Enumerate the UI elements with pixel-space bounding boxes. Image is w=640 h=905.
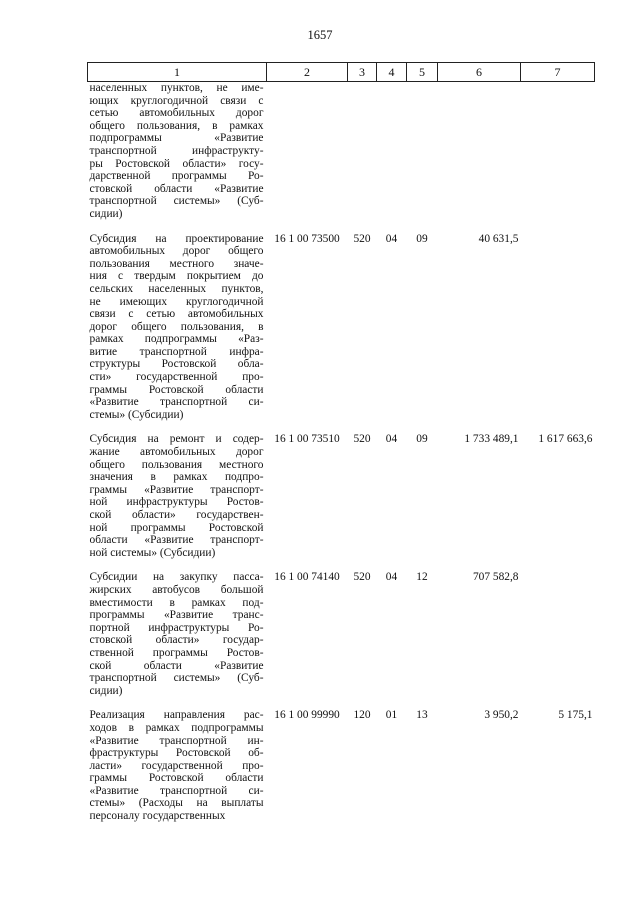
description-line: граммы «Развитие транспорт- [89, 483, 264, 496]
description-line: сти» государственной про- [89, 371, 264, 384]
description-line: рамках подпрограммы «Раз- [89, 333, 264, 346]
description-line: дорог общего пользования, в [89, 320, 264, 333]
description-line: портной инфраструктуры Ро- [89, 621, 264, 634]
description-line: области «Развитие транспорт- [89, 534, 264, 547]
row-code: 16 1 00 74140 [274, 571, 340, 584]
row-pr: 12 [416, 571, 428, 584]
row-sum-next [521, 82, 595, 221]
description-line: связи с сетью автомобильных [89, 308, 264, 321]
description-line: общего пользования местного [89, 458, 264, 471]
description-line: ной программы Ростовской [89, 521, 264, 534]
description-line: витие транспортной инфра- [89, 345, 264, 358]
header-cell-6: 6 [438, 63, 521, 82]
description-line: сельских населенных пунктов, [89, 282, 264, 295]
description-line: ной системы» (Субсидии) [89, 546, 216, 559]
description-line: вместимости в рамках под- [89, 596, 264, 609]
description-line: Субсидия на проектирование [89, 232, 264, 245]
row-rz: 04 [385, 571, 398, 584]
table-body [88, 82, 595, 823]
description-line: сетью автомобильных дорог [89, 107, 264, 120]
header-cell-3: 3 [348, 63, 377, 82]
description-line: пользования местного значе- [89, 257, 264, 270]
description-line: ходов в рамках подпрограммы [89, 721, 264, 734]
header-cell-5: 5 [407, 63, 438, 82]
page-number: 1657 [307, 28, 333, 42]
description-line: ющих круглогодичной связи с [89, 94, 264, 107]
description-line: программы «Развитие транс- [89, 609, 264, 622]
description-line: не имеющих круглогодичной [89, 295, 264, 308]
row-rz: 04 [385, 433, 398, 446]
row-vr: 520 [353, 433, 371, 446]
description-line: фраструктуры Ростовской об- [89, 747, 264, 760]
description-line: сидии) [89, 684, 123, 697]
description-line: ской области» государствен- [89, 509, 264, 521]
description-line: ной инфраструктуры Ростов- [89, 496, 264, 509]
row-sum-next: 1 617 663,6 [538, 433, 593, 446]
row-sum-current: 3 950,2 [484, 709, 519, 722]
description-line: сидии) [89, 207, 123, 220]
header-cell-2: 2 [267, 63, 348, 82]
description-line: ласти» государственной про- [89, 759, 264, 772]
description-line: подпрограммы «Развитие [89, 132, 264, 145]
description-line: персоналу государственных [89, 810, 226, 823]
description-line: граммы Ростовской области [89, 383, 264, 396]
description-line: стовской области «Развитие [89, 182, 264, 195]
description-line: общего пользования, в рамках [89, 119, 264, 132]
description-line: Субсидия на ремонт и содер- [89, 433, 264, 446]
row-code [267, 82, 348, 221]
row-description [88, 709, 267, 822]
table-row [88, 82, 595, 221]
description-line: транспортной инфраструкту- [89, 144, 264, 157]
description-line: Реализация направления рас- [89, 709, 264, 722]
row-description [88, 571, 267, 697]
row-spacer [88, 559, 595, 571]
description-line: структуры Ростовской обла- [89, 358, 264, 371]
description-line: ры Ростовской области» госу- [89, 157, 264, 170]
row-rz: 04 [385, 232, 398, 245]
row-code: 16 1 00 73510 [274, 433, 340, 446]
row-code: 16 1 00 73500 [274, 232, 340, 245]
header-cell-4: 4 [377, 63, 407, 82]
header-cell-7: 7 [521, 63, 595, 82]
row-description [88, 82, 267, 221]
row-sum-next [521, 233, 595, 422]
description-line: «Развитие транспортной ин- [89, 734, 264, 747]
row-rz [377, 82, 407, 221]
table-row [88, 433, 595, 559]
description-line: автомобильных дорог общего [89, 245, 264, 258]
description-line: граммы Ростовской области [89, 772, 264, 785]
row-spacer [88, 421, 595, 433]
row-pr: 13 [416, 709, 428, 722]
description-line: Субсидии на закупку пасса- [89, 571, 264, 584]
description-line: «Развитие транспортной си- [89, 784, 264, 797]
row-sum-current [438, 82, 521, 221]
row-sum-next [521, 571, 595, 697]
description-line: стовской области» государ- [89, 634, 264, 647]
row-description [88, 433, 267, 559]
description-line: жирских автобусов большой [89, 583, 264, 596]
row-pr: 09 [416, 232, 428, 245]
row-vr: 520 [353, 232, 371, 245]
description-line: значения в рамках подпро- [89, 471, 264, 484]
row-sum-current: 707 582,8 [472, 571, 519, 584]
row-spacer [88, 697, 595, 709]
row-pr: 09 [416, 433, 428, 446]
row-code: 16 1 00 99990 [274, 709, 340, 722]
table-row [88, 709, 595, 822]
description-line: жание автомобильных дорог [89, 446, 264, 459]
description-line: ния с твердым покрытием до [89, 270, 264, 283]
description-line: ственной программы Ростов- [89, 646, 264, 659]
description-line: транспортной системы» (Суб- [89, 672, 264, 685]
row-sum-current: 40 631,5 [478, 232, 519, 245]
description-line: транспортной системы» (Суб- [89, 195, 264, 208]
description-line: стемы» (Расходы на выплаты [89, 797, 264, 810]
row-sum-next: 5 175,1 [558, 709, 593, 722]
row-rz: 01 [385, 709, 398, 722]
header-cell-1: 1 [88, 63, 267, 82]
row-pr [407, 82, 438, 221]
table-row [88, 233, 595, 422]
description-line: населенных пунктов, не име- [89, 82, 264, 94]
header-row [88, 63, 595, 82]
description-line: «Развитие транспортной си- [89, 396, 264, 409]
row-spacer [88, 221, 595, 233]
row-sum-current: 1 733 489,1 [464, 433, 519, 446]
row-vr [348, 82, 377, 221]
description-line: стемы» (Субсидии) [89, 408, 184, 421]
budget-table [87, 62, 595, 823]
row-description [88, 233, 267, 422]
table-row [88, 571, 595, 697]
row-vr: 120 [353, 709, 371, 722]
description-line: дарственной программы Ро- [89, 170, 264, 183]
row-vr: 520 [353, 571, 371, 584]
description-line: ской области «Развитие [89, 659, 264, 672]
